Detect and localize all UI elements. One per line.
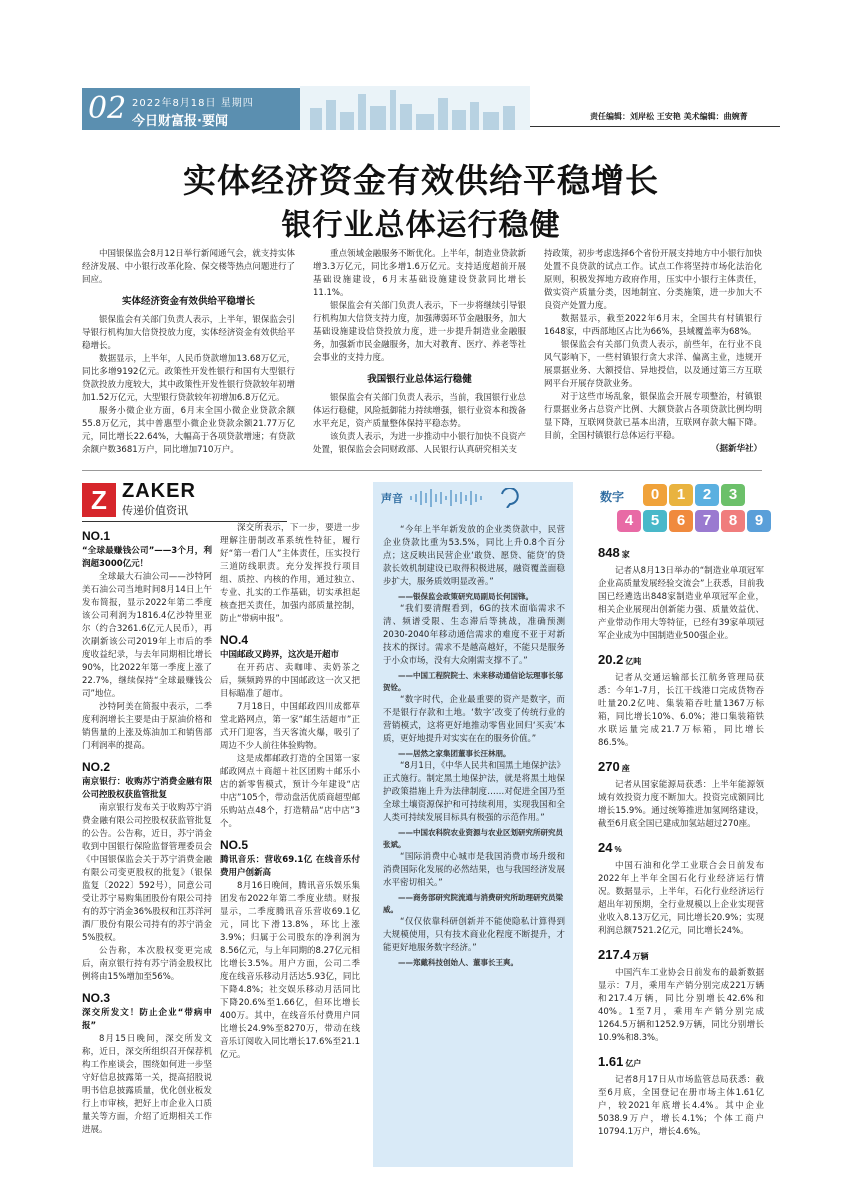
number-figure: 20.2 亿吨 <box>598 652 642 667</box>
number-figure: 24 % <box>598 840 622 855</box>
news-number: NO.4 <box>220 633 249 647</box>
quote-attribution: ——居然之家集团董事长汪林朋。 <box>398 749 511 758</box>
voice-quote <box>383 916 565 969</box>
news-paragraph: 在开药店、卖咖啡、卖奶茶之后，频频跨界的中国邮政这一次又把目标瞄准了超市。 <box>220 663 360 699</box>
news-paragraph: 8月16日晚间，腾讯音乐娱乐集团发布2022年第二季度业绩。财报显示，二季度腾讯音乐营收69.1亿元，同比下滑13.8%，环比上涨3.9%；归属于公司股东的净利润为8.56亿元，与上年同期的8.27亿元相比增长3.5%。用户方面，公司二季度在线音乐移动月活达5.93亿，同比下降4.8%；社交娱乐移动月活同比下降20.6%至1.66亿，但环比增长400万。其中，在线音乐付费用户同比增长24.9%至8270万，带动在线音乐订阅收入同比增长17.6%至21.1亿元。 <box>220 881 360 1060</box>
article-paragraph: 数据显示，截至2022年6月末，全国共有村镇银行1648家，中西部地区占比为66%，县域覆盖率为68%。 <box>544 314 762 337</box>
news-number: NO.3 <box>82 991 111 1005</box>
article-paragraph: 银保监会有关部门负责人表示，当前，我国银行业总体运行稳健，风险抵御能力持续增强，银行业资本和拨备水平充足，资产质量整体保持平稳态势。 <box>313 393 526 429</box>
article-paragraph: 银保监会有关部门负责人表示，下一步将继续引导银行机构加大信贷支持力度，加强薄弱环节金融服务，加大基础设施建设信贷投放力度，进一步提升制造业金融服务，加强新市民金融服务，加大对教育、医疗、养老等社会事业的支持力度。 <box>313 301 526 363</box>
quote-text: “国际消费中心城市是我国消费市场升级和消费国际化发展的必然结果，也与我国经济发展水平密切相关。” <box>383 852 565 888</box>
digit-tile: 2 <box>695 484 719 506</box>
zaker-tagline: 传递价值资讯 <box>122 504 188 517</box>
digit-tile: 4 <box>617 510 641 532</box>
news-paragraph: 南京银行发布关于收购苏宁消费金融有限公司控股权获监管批复的公告。公告称，近日，苏宁消金收到中国银行保险监督管理委员会《中国银保监会关于苏宁消费金融有限公司变更股权的批复》（银保监复〔2022〕592号），同意公司受让苏宁易购集团股份有限公司持有的苏宁消金36%股权和江苏洋河酒厂股份有限公司持有的苏宁消金5%股权。 <box>82 803 212 943</box>
section-name: 今日财富报·要闻 <box>132 114 228 129</box>
number-figure: 270 座 <box>598 759 630 774</box>
news-number: NO.1 <box>82 529 111 543</box>
article-paragraph: 中国银保监会8月12日举行新闻通气会，就支持实体经济发展、中小银行改革化险、保交楼等热点问题进行了回应。 <box>82 249 295 285</box>
news-title: 腾讯音乐：营收69.1亿 在线音乐付费用户创新高 <box>220 855 360 878</box>
digit-tile: 3 <box>721 484 745 506</box>
voice-quote <box>383 603 565 694</box>
quote-attribution: ——郑戴科技创始人、董事长王爽。 <box>398 958 518 967</box>
news-title: 中国邮政又跨界，这次是开超市 <box>220 650 340 660</box>
article-paragraph: 银保监会有关部门负责人表示，上半年，银保监会引导银行机构加大信贷投放力度，实体经济资金有效供给平稳增长。 <box>82 315 295 351</box>
news-title: 深交所发文！防止企业“带病申报” <box>82 1008 212 1031</box>
digit-tile: 9 <box>747 510 771 532</box>
number-figure: 848 家 <box>598 545 630 560</box>
city-skyline-illustration <box>300 86 530 130</box>
number-figure: 217.4 万辆 <box>598 947 649 962</box>
zaker-name: ZAKER <box>122 480 196 502</box>
quote-attribution: ——银保监会政策研究局副局长何国锋。 <box>398 592 533 601</box>
article-paragraph: 重点领域金融服务不断优化。上半年，制造业贷款新增3.3万亿元，同比多增1.6万亿元。支持适度超前开展基础设施建设，6月末基础设施建设贷款同比增长11.1%。 <box>313 249 526 298</box>
article-subheading: 我国银行业总体运行稳健 <box>367 374 472 385</box>
article-paragraph: 数据显示，上半年，人民币贷款增加13.68万亿元，同比多增9192亿元。政策性开发性银行和国有大型银行贷款投放力度较大，其中政策性开发性银行贷款较年初增加1.52万亿元，大型银行贷款较年初增加6.8万亿元。 <box>82 354 295 403</box>
digit-tile: 0 <box>643 484 667 506</box>
voice-quotes <box>383 524 565 969</box>
zaker-column-2 <box>220 522 360 1062</box>
news-number: NO.5 <box>220 838 249 852</box>
quote-attribution: ——中国工程院院士、未来移动通信论坛理事长邬贺铨。 <box>383 671 563 692</box>
article-paragraph: 银保监会有关部门负责人表示，前些年，在行业不良风气影响下，一些村镇银行贪大求洋、偏离主业，违规开展票据业务、大额授信、异地授信，以及通过第三方互联网平台开展存贷款业务。 <box>544 340 762 389</box>
number-figure: 1.61 亿户 <box>598 1054 642 1069</box>
article-source: （据新华社） <box>710 444 762 454</box>
issue-date: 2022年8月18日 星期四 <box>132 98 254 109</box>
digit-tile: 7 <box>695 510 719 532</box>
article-column-3 <box>544 248 762 456</box>
number-text: 记者8月17日从市场监管总局获悉：截至6月底，全国登记在册市场主体1.61亿户，较2021年底增长4.4%。其中企业5038.9万户，增长4.1%；个体工商户10794.1万户，增长4.6%。 <box>598 1075 764 1137</box>
digit-tile: 8 <box>721 510 745 532</box>
quote-attribution: ——中国农科院农业资源与农业区划研究所研究员张斌。 <box>383 828 563 849</box>
voice-quote <box>383 694 565 760</box>
news-paragraph: 8月15日晚间，深交所发文称，近日，深交所组织召开保荐机构工作座谈会，围绕如何进一步坚守好信息披露第一关，提高招股说明书信息披露质量，优化创业板发行上市审核，把好上市企业入口质量关等方面，介绍了近期相关工作进展。 <box>82 1034 212 1135</box>
quote-text: “我们要清醒看到，6G的技术面临需求不清、频谱受限、生态滞后等挑战，准确预测2030-2040年移动通信需求的难度不亚于对新技术的探讨。需求不是越高越好，不能只是服务于小众市场，没有大众刚需支撑不了。” <box>383 604 565 666</box>
quote-text: “仅仅依靠科研创新并不能使隐私计算得到大规模使用，只有技术商业化程度不断提升，才能更好地服务数字经济。” <box>383 917 565 953</box>
digit-tile: 1 <box>669 484 693 506</box>
zaker-column-1 <box>82 522 212 1137</box>
quote-text: “8月1日，《中华人民共和国黑土地保护法》正式施行。制定黑土地保护法，就是将黑土地保护政策措施上升为法律制度……对促进全国乃至全球土壤资源保护和可持续利用，实现我国和全人类可持续发展目标具有极强的示范作用。” <box>383 761 565 823</box>
page-number: 02 <box>88 91 127 126</box>
news-paragraph: 深交所表示，下一步，要进一步理解注册制改革系统性特征，履行好“第一看门人”主体责任，压实投行三道防线职责。充分发挥投行项目组、质控、内核的作用，通过独立、专业、扎实的工作基础，切实承担起核查把关责任，加强内部质量控制，防止“带病申报”。 <box>220 523 360 624</box>
headline-line-1: 实体经济资金有效供给平稳增长 <box>183 161 659 200</box>
number-text: 记者从8月13日举办的“制造业单项冠军企业高质量发展经验交流会”上获悉，目前我国已经遴选出848家制造业单项冠军企业，相关企业展现出创新能力强、质量效益优、产业带动作用大等特征，已经有39家单项冠军企业成为中国制造业500强企业。 <box>598 566 764 641</box>
numbers-column <box>598 536 764 1139</box>
news-paragraph: 7月18日，中国邮政四川成都草堂北路网点，第一家“邮生活超市”正式开门迎客，当天客流火爆，吸引了周边不少人前往体验购物。 <box>220 702 360 751</box>
sound-wave-icon <box>410 488 530 508</box>
news-title: 南京银行：收购苏宁消费金融有限公司控股权获监管批复 <box>82 777 212 800</box>
news-number: NO.2 <box>82 760 111 774</box>
voice-quote <box>383 524 565 603</box>
article-subheading: 实体经济资金有效供给平稳增长 <box>121 296 255 307</box>
news-paragraph: 沙特阿美在简报中表示，二季度利润增长主要是由于原油价格和销售量的上涨及炼油加工和销售部门利润率的提高。 <box>82 702 212 751</box>
article-paragraph: 对于这些市场乱象，银保监会开展专项整治，村镇银行票据业务占总资产比例、大额贷款占各项贷款比例均明显下降，互联网贷款已基本出清，互联网存款大幅下降。目前，全国村镇银行总体运行平稳。 <box>544 392 762 441</box>
news-title: “全球最赚钱公司”——3个月，利润超3000亿元！ <box>82 546 212 569</box>
number-text: 中国石油和化学工业联合会日前发布2022年上半年全国石化行业经济运行情况。数据显示，上半年，石化行业经济运行超出年初预期，全行业规模以上企业实现营业收入8.13万亿元，同比增长20.9%；实现利润总额7521.2亿元，同比增长24%。 <box>598 861 764 936</box>
article-column-2 <box>313 248 526 457</box>
voice-quote <box>383 760 565 851</box>
voice-quote <box>383 851 565 916</box>
digit-tile: 6 <box>669 510 693 532</box>
article-column-1 <box>82 248 295 457</box>
news-paragraph: 全球最大石油公司——沙特阿美石油公司当地时间8月14日上午发布简报，显示2022年第二季度该公司利润为1816.4亿沙特里亚尔（约合3261.6亿元人民币），再次刷新该公司2019年上市后的季度收益纪录，与去年同期相比增长90%，比2022年第一季度上涨了22.7%，继续保持“全球最赚钱公司”地位。 <box>82 572 212 699</box>
article-paragraph: 服务小微企业方面，6月末全国小微企业贷款余额55.8万亿元，其中普惠型小微企业贷款余额21.77万亿元，同比增长22.64%，大幅高于各项贷款增速；有贷款余额户数3681万户，同比增加710万户。 <box>82 406 295 455</box>
digit-tile: 5 <box>643 510 667 532</box>
news-paragraph: 这是成都邮政打造的全国第一家邮政网点＋商超＋社区团购＋邮乐小店的新零售模式，预计今年建设“店中店”105个，带动盘活优质商超型邮乐购站点48个，打造精品“店中店”3个。 <box>220 754 360 829</box>
section-divider <box>82 470 762 471</box>
news-paragraph: 公告称，本次股权变更完成后，南京银行持有苏宁消金股权比例将由15%增加至56%。 <box>82 946 212 982</box>
header-rule <box>530 126 780 127</box>
quote-text: “数字时代，企业最重要的资产是数字，而不是银行存款和土地。‘数字’改变了传统行业的营销模式，这将更好地推动零售业回归‘买卖’本质，更好地提升对实实在在的服务价值。” <box>383 695 565 744</box>
voice-tag: 声音 <box>381 492 403 505</box>
number-text: 中国汽车工业协会日前发布的最新数据显示：7月，乘用车产销分别完成221万辆和217.4万辆，同比分别增长42.6%和40%。1至7月，乘用车产销分别完成1264.5万辆和1252.9万辆，同比分别增长10.9%和8.3%。 <box>598 968 764 1043</box>
headline-line-2: 银行业总体运行稳健 <box>281 208 561 243</box>
number-text: 记者从交通运输部长江航务管理局获悉：今年1-7月，长江干线港口完成货物吞吐量20.2亿吨、集装箱吞吐量1367万标箱，同比增长10%、6.0%；港口集装箱铁水联运量完成21.7万标箱，同比增长86.5%。 <box>598 673 764 748</box>
number-text: 记者从国家能源局获悉：上半年能源领域有效投资力度不断加大。投资完成额同比增长15.9%。通过统筹推进加氢网络建设，截至6月底全国已建成加氢站超过270座。 <box>598 780 764 829</box>
article-paragraph: 持政策，初步考虑选择6个省份开展支持地方中小银行加快处置不良贷款的试点工作。试点工作将坚持市场化法治化原则，积极发挥地方政府作用，压实中小银行主体责任，做实资产质量分类，因地制宜、分类施策，进一步加大不良资产处置力度。 <box>544 249 762 311</box>
digit-tiles <box>624 484 773 534</box>
zaker-logo-icon: Z <box>82 483 116 517</box>
numbers-title: 数字 <box>600 490 625 504</box>
quote-text: “今年上半年新发放的企业类贷款中，民营企业贷款比重为53.5%，同比上升0.8个百分点；这反映出民营企业‘敢贷、愿贷、能贷’的贷款长效机制建设已取得积极进展，融资覆盖面稳步扩大，服务质效明显改善。” <box>383 525 565 587</box>
article-paragraph: 该负责人表示，为进一步推动中小银行加快不良资产处置，银保监会会同财政部、人民银行认真研究相关支 <box>313 432 526 455</box>
quote-attribution: ——商务部研究院流通与消费研究所助理研究员梁威。 <box>383 893 563 914</box>
editor-credits: 责任编辑：刘岸松 王安艳 美术编辑：曲婉菁 <box>590 112 748 121</box>
